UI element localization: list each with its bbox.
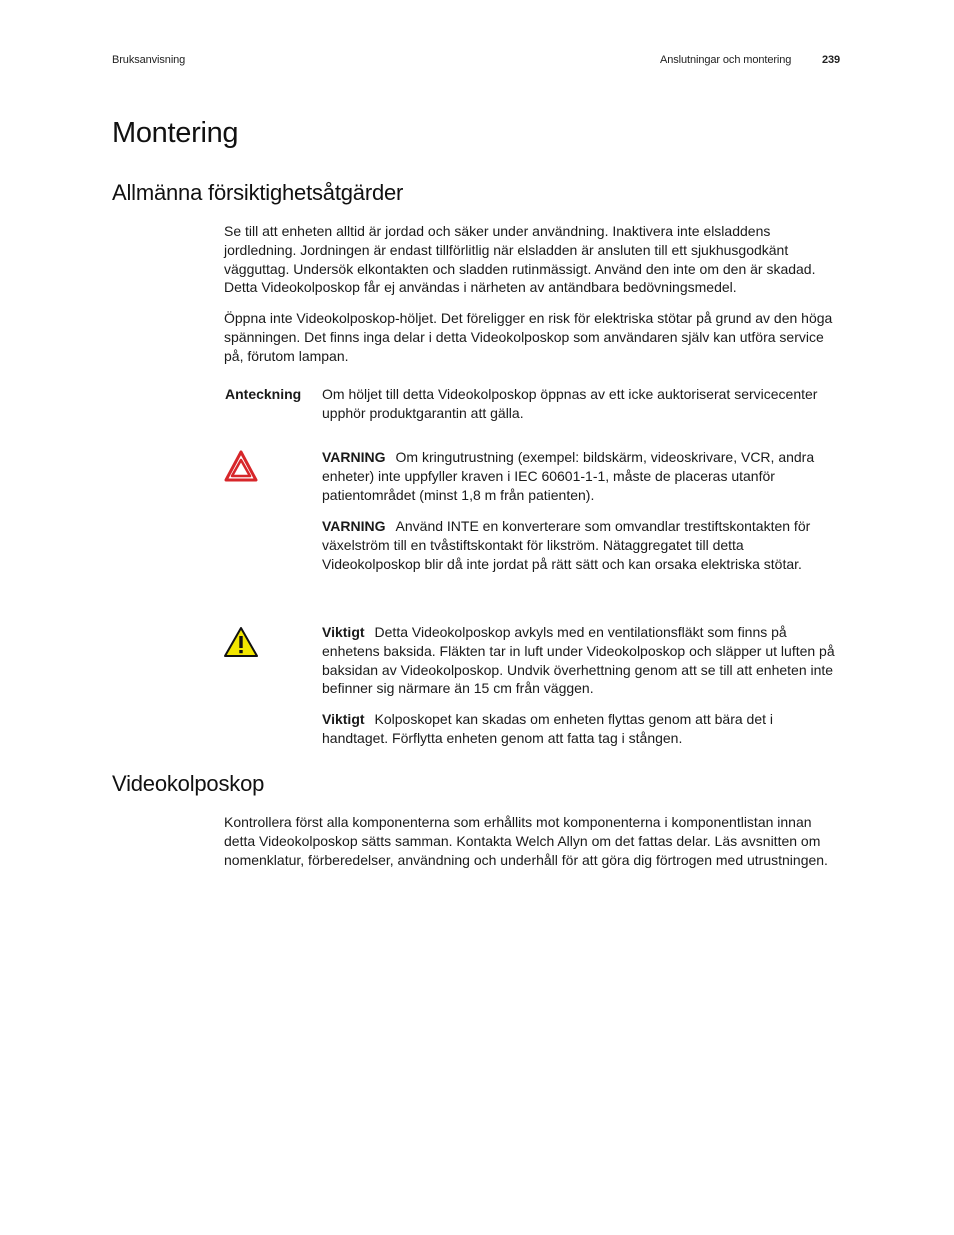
hazard-triangle-icon — [224, 450, 258, 487]
warning-label: VARNING — [322, 518, 386, 534]
warning-text: Om kringutrustning (exempel: bildskärm, videoskrivare, VCR, andra enheter) inte uppfyller kraven i IEC 60601-1-1, måste de placeras utanför patientområdet (minst 1,8 m från patienten). — [322, 449, 815, 503]
important-text: Kolposkopet kan skadas om enheten flyttas genom att bära det i handtaget. Förflytta enheten genom att fatta tag i stången. — [322, 711, 773, 746]
important-label: Viktigt — [322, 711, 365, 727]
warning-converter — [322, 517, 842, 573]
important-ventilation — [322, 623, 842, 698]
note-label: Anteckning — [225, 386, 302, 402]
warning-label: VARNING — [322, 449, 386, 465]
note-text: Om höljet till detta Videokolposkop öppnas av ett icke auktoriserat servicecenter upphör produktgarantin att gälla. — [322, 386, 818, 421]
important-label: Viktigt — [322, 624, 365, 640]
section-heading-general-precautions: Allmänna försiktighetsåtgärder — [112, 180, 404, 205]
paragraph-housing: Öppna inte Videokolposkop-höljet. Det föreligger en risk för elektriska stötar på grund av den höga spänningen. Det finns inga delar i detta Videokolposkop som användaren själv kan utföra service på, förutom lampan. — [224, 310, 833, 364]
paragraph-grounding: Se till att enheten alltid är jordad och säker under användning. Inaktivera inte elsladdens jordledning. Jordningen är endast tillförlitlig när elsladden är ansluten till ett sjukhusgodkänt vägguttag. Undersök elkontakten och sladden rutinmässigt. Använd den inte om den är skadad. Detta Videokolposkop får ej användas i närheten av antändbara bedövningsmedel. — [224, 223, 816, 296]
page-title: Montering — [112, 117, 239, 149]
running-header-right: Anslutningar och montering — [660, 54, 792, 66]
section-heading-videokolposkop: Videokolposkop — [112, 771, 265, 796]
warning-peripherals — [322, 448, 842, 504]
warning-text: Använd INTE en konverterare som omvandlar trestiftskontakten för växelström till en tvåstiftskontakt för likström. Nätaggregatet till detta Videokolposkop blir då inte jordat på rätt sätt och kan orsaka elektriska stötar. — [322, 518, 811, 572]
caution-exclamation-icon — [223, 626, 259, 663]
important-text: Detta Videokolposkop avkyls med en ventilationsfläkt som finns på enhetens baksida. Fläkten tar in luft under Videokolposkop och släpper ut luften på baksidan av Videokolposkop. Undvik överhettning genom att se till att enheten inte befinner sig närmare än 15 cm från väggen. — [322, 624, 835, 697]
running-header-left: Bruksanvisning — [112, 54, 186, 66]
page-number: 239 — [822, 54, 841, 66]
important-handling — [322, 710, 842, 748]
paragraph-components: Kontrollera först alla komponenterna som erhållits mot komponenterna i komponentlistan innan detta Videokolposkop sätts samman. Kontakta Welch Allyn om det fattas delar. Läs avsnitten om nomenklatur, förberedelser, användning och underhåll för att göra dig förtrogen med utrustningen. — [224, 814, 828, 868]
